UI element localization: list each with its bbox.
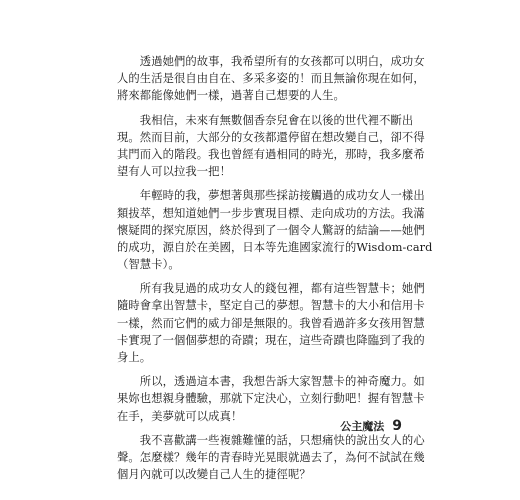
text-line: 個月內就可以改變自己人生的捷徑呢？ <box>117 468 311 482</box>
text-line: 在手，美夢就可以成真！ <box>117 409 243 423</box>
text-line: 透過她們的故事，我希望所有的女孩都可以明白，成功女 <box>117 55 425 68</box>
paragraph-3 <box>117 187 433 273</box>
text-line: 隨時會拿出智慧卡，堅定自己的夢想。智慧卡的大小和信用卡 <box>117 299 425 313</box>
text-line: 聲。怎麼樣？幾年的青春時光晃眼就過去了，為何不試試在幾 <box>117 450 425 464</box>
paragraph-6 <box>117 432 425 484</box>
text-line: 所以，透過這本書，我想告訴大家智慧卡的神奇魔力。如 <box>117 375 425 389</box>
text-line: 年輕時的我，夢想著與那些採訪接觸過的成功女人一樣出 <box>117 189 425 203</box>
text-line: 果妳也想親身體驗，那就下定決心，立刻行動吧！握有智慧卡 <box>117 392 425 406</box>
paragraph-1 <box>117 53 425 105</box>
text-line: 將來都能像她們一樣，過著自己想要的人生。 <box>117 89 345 103</box>
text-line: 現。然而目前，大部分的女孩都還停留在想改變自己，卻不得 <box>117 130 425 144</box>
text-line: 身上。 <box>117 351 152 364</box>
text-line: 的成功，源自於在美國，日本等先進國家流行的Wisdom-card <box>117 240 433 254</box>
text-line: 人的生活是很自由自在、多采多姿的！而且無論你現在如何， <box>117 72 425 86</box>
text-line: 我不喜歡講一些複雜難懂的話，只想痛快的說出女人的心 <box>117 433 425 447</box>
text-line: 一樣，然而它們的威力卻是無限的。我曾看過許多女孩用智慧 <box>117 316 425 330</box>
text-line: 望有人可以拉我一把！ <box>117 165 231 179</box>
page-number: 9 <box>392 418 402 434</box>
text-line: 卡實現了一個個夢想的奇蹟；現在，這些奇蹟也降臨到了我的 <box>117 333 425 347</box>
paragraph-4 <box>117 280 425 366</box>
text-line: 懷疑問的探究原因，終於得到了一個令人驚訝的結論——她們 <box>117 223 425 237</box>
paragraph-2 <box>117 112 425 181</box>
text-line: （智慧卡）。 <box>117 258 180 272</box>
text-line: 所有我見過的成功女人的錢包裡，都有這些智慧卡；她們 <box>117 282 425 296</box>
page-footer <box>340 418 402 434</box>
text-line: 我相信，未來有無數個香奈兒會在以後的世代裡不斷出 <box>117 113 414 127</box>
text-line: 類拔萃，想知道她們一步步實現目標、走向成功的方法。我滿 <box>117 206 425 220</box>
text-line: 其門而入的階段。我也曾經有過相同的時光，那時，我多麼希 <box>117 147 425 161</box>
running-title: 公主魔法 <box>340 420 385 433</box>
